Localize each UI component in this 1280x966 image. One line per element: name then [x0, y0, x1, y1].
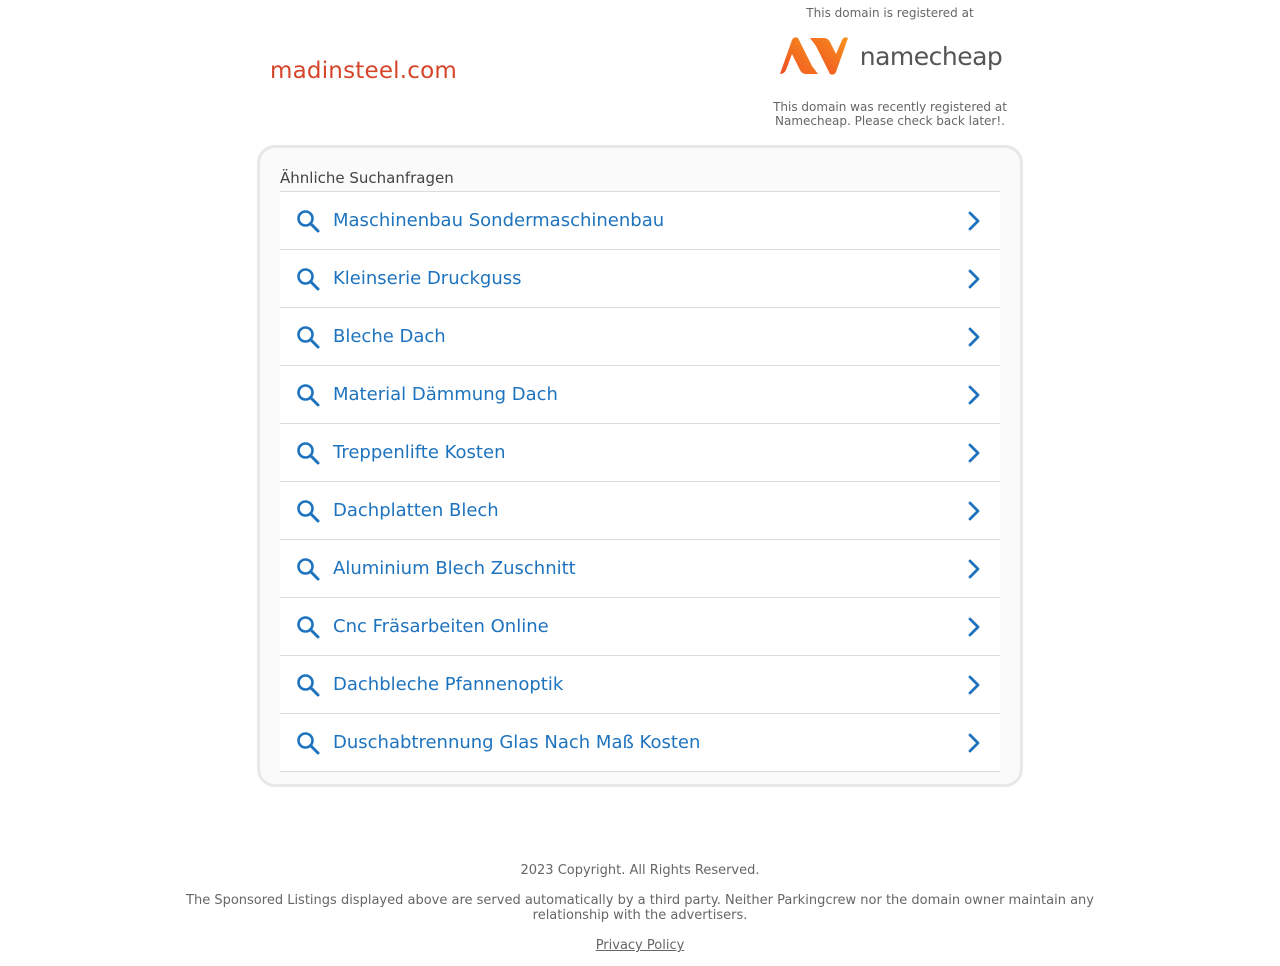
chevron-right-icon: [966, 384, 982, 406]
related-search-item[interactable]: [280, 424, 1000, 482]
chevron-right-icon: [966, 500, 982, 522]
related-search-label: Treppenlifte Kosten: [333, 442, 506, 463]
related-searches-list: [280, 192, 1000, 772]
namecheap-wordmark: namecheap: [859, 41, 1003, 71]
search-icon: [295, 440, 321, 466]
search-icon: [295, 382, 321, 408]
search-icon: [295, 614, 321, 640]
registrar-bottom-line1: This domain was recently registered at: [773, 100, 1007, 114]
search-icon: [295, 730, 321, 756]
chevron-right-icon: [966, 210, 982, 232]
related-search-label: Bleche Dach: [333, 326, 446, 347]
related-search-item[interactable]: [280, 656, 1000, 714]
chevron-right-icon: [966, 442, 982, 464]
search-icon: [295, 556, 321, 582]
chevron-right-icon: [966, 268, 982, 290]
related-search-label: Dachbleche Pfannenoptik: [333, 674, 564, 695]
chevron-right-icon: [966, 732, 982, 754]
related-search-item[interactable]: [280, 308, 1000, 366]
related-searches-panel: [257, 145, 1023, 787]
registrar-top-text: This domain is registered at: [806, 6, 974, 20]
copyright-text: 2023 Copyright. All Rights Reserved.: [520, 863, 760, 878]
related-search-item[interactable]: [280, 714, 1000, 772]
chevron-right-icon: [966, 674, 982, 696]
disclaimer-text: [0, 893, 1280, 923]
namecheap-logo[interactable]: [760, 28, 1020, 84]
privacy-policy-link[interactable]: Privacy Policy: [595, 938, 685, 953]
related-search-label: Cnc Fräsarbeiten Online: [333, 616, 549, 637]
related-searches-heading: Ähnliche Suchanfragen: [280, 148, 1000, 192]
related-search-label: Kleinserie Druckguss: [333, 268, 522, 289]
related-search-label: Maschinenbau Sondermaschinenbau: [333, 210, 665, 231]
registrar-bottom-line2: Namecheap. Please check back later!.: [775, 114, 1005, 128]
related-search-item[interactable]: [280, 482, 1000, 540]
namecheap-n-icon: [778, 36, 850, 76]
search-icon: [295, 324, 321, 350]
related-search-item[interactable]: [280, 366, 1000, 424]
domain-name: madinsteel.com: [270, 58, 457, 84]
privacy-policy: [0, 938, 1280, 953]
disclaimer-line2: relationship with the advertisers.: [532, 908, 748, 923]
search-icon: [295, 266, 321, 292]
search-icon: [295, 208, 321, 234]
chevron-right-icon: [966, 326, 982, 348]
related-search-label: Duschabtrennung Glas Nach Maß Kosten: [333, 732, 701, 753]
related-search-item[interactable]: [280, 250, 1000, 308]
related-search-label: Aluminium Blech Zuschnitt: [333, 558, 576, 579]
related-search-item[interactable]: [280, 540, 1000, 598]
disclaimer-line1: The Sponsored Listings displayed above are served automatically by a third party. Neither Parkingcrew nor the domain owner maintain any: [186, 893, 1094, 908]
related-search-label: Dachplatten Blech: [333, 500, 499, 521]
registrar-bottom-text: [760, 100, 1020, 128]
registrar-box: [760, 0, 1020, 128]
search-icon: [295, 672, 321, 698]
related-search-label: Material Dämmung Dach: [333, 384, 558, 405]
search-icon: [295, 498, 321, 524]
related-search-item[interactable]: [280, 192, 1000, 250]
related-search-item[interactable]: [280, 598, 1000, 656]
chevron-right-icon: [966, 616, 982, 638]
chevron-right-icon: [966, 558, 982, 580]
